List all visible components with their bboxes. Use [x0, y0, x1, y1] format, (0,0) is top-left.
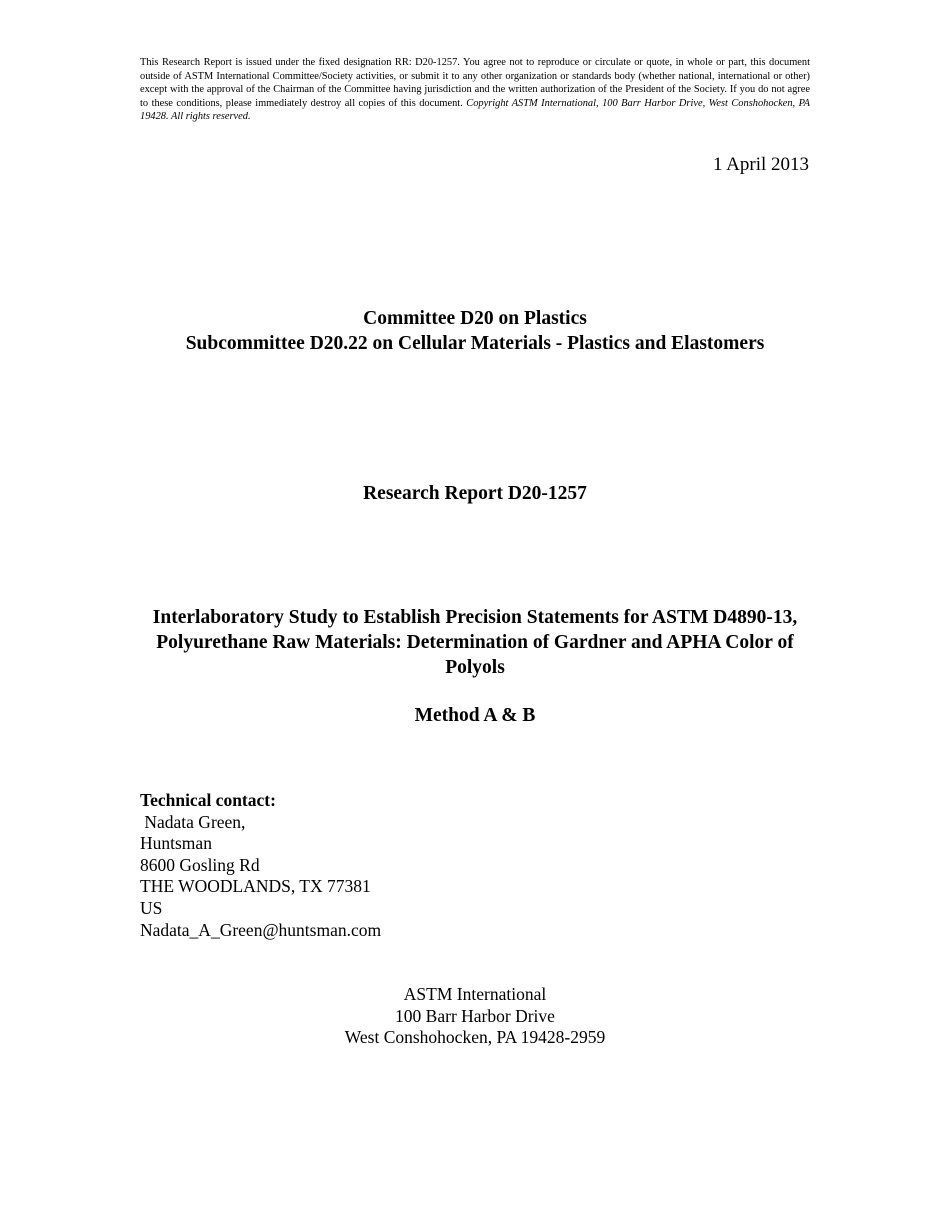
study-title: Interlaboratory Study to Establish Precision Statements for ASTM D4890-13, Polyurethane Raw Materials: Determination of Gardner and APHA Color of Polyols [152, 607, 798, 678]
committee-name: Committee D20 on Plastics [363, 308, 587, 329]
contact-company: Huntsman [140, 833, 212, 854]
report-date: 1 April 2013 [712, 154, 809, 175]
subcommittee-name: Subcommittee D20.22 on Cellular Materials - Plastics and Elastomers [185, 333, 765, 354]
astm-name: ASTM International [403, 984, 547, 1004]
astm-street: 100 Barr Harbor Drive [395, 1005, 555, 1026]
committee-heading [0, 306, 950, 356]
contact-email: Nadata_A_Green@huntsman.com [140, 919, 382, 940]
contact-label: Technical contact: [140, 790, 276, 810]
copyright-notice [140, 56, 810, 124]
technical-contact [140, 790, 381, 941]
astm-city: West Conshohocken, PA 19428-2959 [344, 1027, 606, 1048]
contact-city: THE WOODLANDS, TX 77381 [140, 876, 371, 897]
copyright-line: Copyright ASTM International, 100 Barr Harbor Drive, West Conshohocken, PA 19428. All rights reserved. [140, 97, 810, 123]
report-number: Research Report D20-1257 [363, 483, 587, 504]
contact-name: Nadata Green, [140, 811, 246, 832]
method-label: Method A & B [414, 705, 536, 726]
notice-text: This Research Report is issued under the fixed designation RR: D20-1257. You agree not to reproduce or circulate or quote, in whole or part, this document outside of ASTM International Committee/Society activities, or submit it to any other organization or standards body (whether national, international or other) except with the approval of the Chairman of the Committee having jurisdiction and the written authorization of the President of the Society. If you do not agree to these conditions, please immediately destroy all copies of this document. [140, 57, 810, 109]
contact-country: US [140, 897, 163, 918]
astm-address [0, 984, 950, 1049]
contact-street: 8600 Gosling Rd [140, 854, 260, 875]
